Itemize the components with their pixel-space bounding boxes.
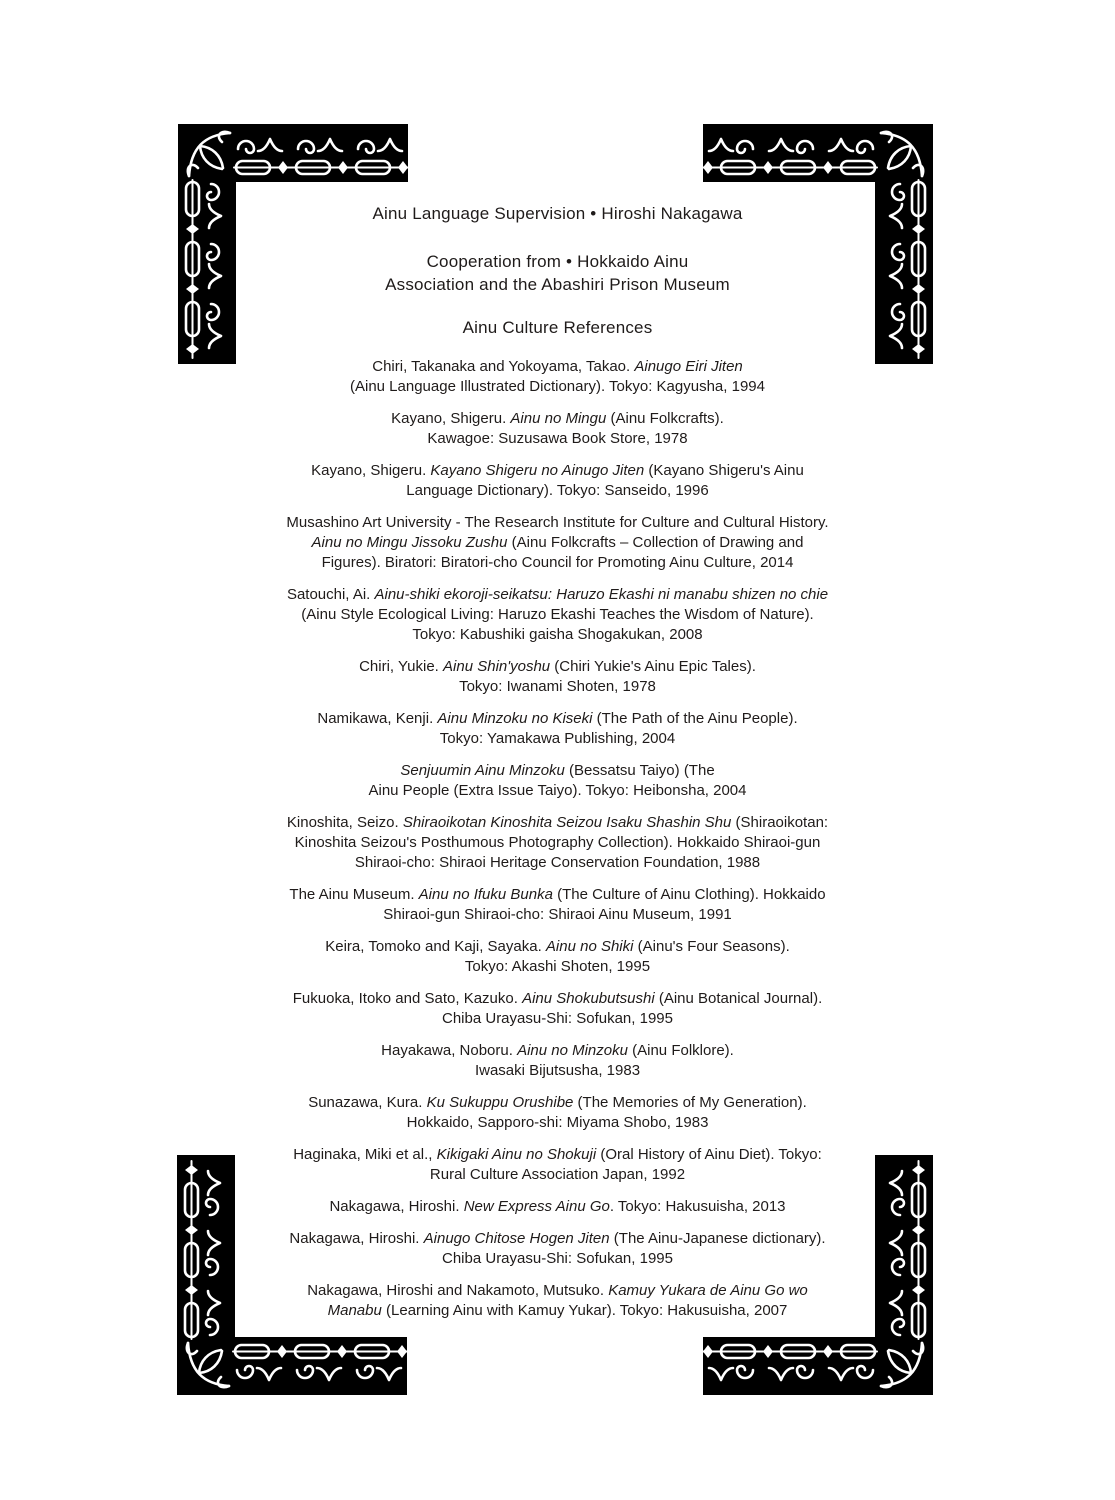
reference-line: Kayano, Shigeru. Ainu no Mingu (Ainu Folkcrafts). (391, 410, 724, 427)
reference-entry (235, 813, 880, 873)
reference-entry (235, 657, 880, 697)
reference-line: Chiba Urayasu-Shi: Sofukan, 1995 (442, 1250, 673, 1267)
reference-entry (235, 1281, 880, 1321)
reference-line: Iwasaki Bijutsusha, 1983 (474, 1062, 641, 1079)
reference-line: Tokyo: Akashi Shoten, 1995 (464, 958, 651, 975)
reference-line: Senjuumin Ainu Minzoku (Bessatsu Taiyo) (The (400, 762, 715, 779)
cooperation-credit-line-1: Cooperation from • Hokkaido Ainu (426, 252, 689, 271)
reference-entry (235, 761, 880, 801)
reference-entry (235, 1197, 880, 1217)
reference-entry (235, 885, 880, 925)
references-heading: Ainu Culture References (462, 318, 653, 337)
reference-line: (Ainu Style Ecological Living: Haruzo Ekashi Teaches the Wisdom of Nature). (301, 606, 814, 623)
reference-line: Rural Culture Association Japan, 1992 (429, 1166, 686, 1183)
reference-line: Ainu People (Extra Issue Taiyo). Tokyo: Heibonsha, 2004 (368, 782, 747, 799)
reference-line: Nakagawa, Hiroshi. Ainugo Chitose Hogen Jiten (The Ainu-Japanese dictionary). (289, 1230, 826, 1247)
reference-entry (235, 513, 880, 573)
reference-entry (235, 937, 880, 977)
reference-line: The Ainu Museum. Ainu no Ifuku Bunka (The Culture of Ainu Clothing). Hokkaido (289, 886, 826, 903)
reference-entry (235, 461, 880, 501)
reference-entry (235, 409, 880, 449)
reference-line: Keira, Tomoko and Kaji, Sayaka. Ainu no Shiki (Ainu's Four Seasons). (325, 938, 790, 955)
cooperation-credit-line-2: Association and the Abashiri Prison Museum (385, 275, 730, 294)
reference-line: Sunazawa, Kura. Ku Sukuppu Orushibe (The Memories of My Generation). (308, 1094, 807, 1111)
reference-line: Satouchi, Ai. Ainu-shiki ekoroji-seikatsu: Haruzo Ekashi ni manabu shizen no chie (286, 586, 829, 603)
reference-line: Chiri, Yukie. Ainu Shin'yoshu (Chiri Yukie's Ainu Epic Tales). (359, 658, 756, 675)
reference-line: Kayano, Shigeru. Kayano Shigeru no Ainugo Jiten (Kayano Shigeru's Ainu (311, 462, 804, 479)
reference-line: Language Dictionary). Tokyo: Sanseido, 1996 (406, 482, 709, 499)
credits-content (235, 202, 880, 1333)
reference-entry (235, 989, 880, 1029)
reference-entry (235, 709, 880, 749)
reference-entry (235, 1229, 880, 1269)
reference-line: Kinoshita Seizou's Posthumous Photography Collection). Hokkaido Shiraoi-gun (294, 834, 821, 851)
supervision-credit: Ainu Language Supervision • Hiroshi Nakagawa (372, 204, 743, 223)
reference-line: Musashino Art University - The Research Institute for Culture and Cultural History. (286, 514, 829, 531)
reference-line: Kinoshita, Seizo. Shiraoikotan Kinoshita Seizou Isaku Shashin Shu (Shiraoikotan: (286, 814, 829, 831)
reference-line: Chiri, Takanaka and Yokoyama, Takao. Ainugo Eiri Jiten (372, 358, 743, 375)
cooperation-credit (235, 250, 880, 296)
reference-line: Chiba Urayasu-Shi: Sofukan, 1995 (442, 1010, 673, 1027)
reference-line: Tokyo: Iwanami Shoten, 1978 (459, 678, 656, 695)
reference-line: Tokyo: Yamakawa Publishing, 2004 (439, 730, 676, 747)
reference-line: Namikawa, Kenji. Ainu Minzoku no Kiseki (The Path of the Ainu People). (317, 710, 798, 727)
reference-line: Ainu no Mingu Jissoku Zushu (Ainu Folkcrafts – Collection of Drawing and (311, 534, 804, 551)
reference-line: Hokkaido, Sapporo-shi: Miyama Shobo, 1983 (406, 1114, 709, 1131)
reference-line: Hayakawa, Noboru. Ainu no Minzoku (Ainu Folklore). (381, 1042, 734, 1059)
reference-line: Shiraoi-gun Shiraoi-cho: Shiraoi Ainu Museum, 1991 (383, 906, 732, 923)
reference-line: Nakagawa, Hiroshi. New Express Ainu Go. Tokyo: Hakusuisha, 2013 (329, 1198, 786, 1215)
reference-line: Nakagawa, Hiroshi and Nakamoto, Mutsuko. Kamuy Yukara de Ainu Go wo (307, 1282, 808, 1299)
reference-line: Shiraoi-cho: Shiraoi Heritage Conservation Foundation, 1988 (354, 854, 761, 871)
reference-entry (235, 1093, 880, 1133)
reference-line: (Ainu Language Illustrated Dictionary). Tokyo: Kagyusha, 1994 (350, 378, 765, 395)
reference-line: Tokyo: Kabushiki gaisha Shogakukan, 2008 (412, 626, 703, 643)
reference-line: Kawagoe: Suzusawa Book Store, 1978 (427, 430, 688, 447)
reference-line: Figures). Biratori: Biratori-cho Council for Promoting Ainu Culture, 2014 (321, 554, 794, 571)
reference-entry (235, 1041, 880, 1081)
reference-entry (235, 1145, 880, 1185)
reference-entry (235, 357, 880, 397)
reference-line: Haginaka, Miki et al., Kikigaki Ainu no Shokuji (Oral History of Ainu Diet). Tokyo: (293, 1146, 822, 1163)
reference-line: Manabu (Learning Ainu with Kamuy Yukar). Tokyo: Hakusuisha, 2007 (327, 1302, 788, 1319)
reference-line: Fukuoka, Itoko and Sato, Kazuko. Ainu Shokubutsushi (Ainu Botanical Journal). (292, 990, 823, 1007)
reference-entry (235, 585, 880, 645)
references-list (235, 357, 880, 1321)
